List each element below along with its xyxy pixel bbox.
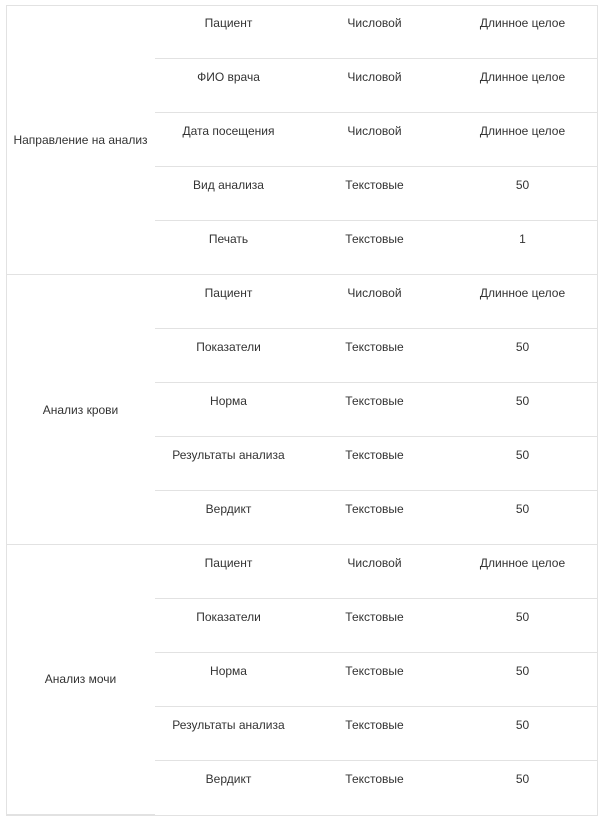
field-type-cell bbox=[302, 437, 447, 491]
field-name-cell bbox=[155, 599, 302, 653]
group-name: Анализ мочи bbox=[44, 672, 117, 687]
field-size: 50 bbox=[515, 772, 530, 786]
field-type-cell bbox=[302, 275, 447, 329]
field-name: Пациент bbox=[204, 286, 253, 300]
field-type: Текстовые bbox=[345, 772, 404, 786]
group-name: Направление на анализ bbox=[13, 132, 148, 147]
field-name: Пациент bbox=[204, 556, 253, 570]
field-name-cell bbox=[155, 113, 302, 167]
field-name: Вердикт bbox=[205, 772, 252, 786]
group-name: Анализ крови bbox=[42, 402, 119, 417]
field-size-cell bbox=[447, 275, 598, 329]
field-name-cell bbox=[155, 653, 302, 707]
field-type-cell bbox=[302, 329, 447, 383]
field-size: Длинное целое bbox=[479, 70, 566, 84]
field-size: 50 bbox=[515, 340, 530, 354]
field-name-cell bbox=[155, 437, 302, 491]
field-type: Текстовые bbox=[345, 448, 404, 462]
field-size-cell bbox=[447, 329, 598, 383]
field-type: Текстовые bbox=[345, 394, 404, 408]
field-size-cell bbox=[447, 167, 598, 221]
field-type-cell bbox=[302, 167, 447, 221]
field-size-cell bbox=[447, 383, 598, 437]
field-size-cell bbox=[447, 113, 598, 167]
table-row bbox=[6, 545, 598, 599]
field-type-cell bbox=[302, 707, 447, 761]
field-name: Пациент bbox=[204, 16, 253, 30]
field-size-cell bbox=[447, 599, 598, 653]
field-size-cell bbox=[447, 761, 598, 815]
field-name: Дата посещения bbox=[182, 124, 275, 138]
field-size: 50 bbox=[515, 718, 530, 732]
field-name: Показатели bbox=[196, 340, 261, 354]
field-name-cell bbox=[155, 545, 302, 599]
field-type: Текстовые bbox=[345, 610, 404, 624]
field-type-cell bbox=[302, 761, 447, 815]
field-size-cell bbox=[447, 5, 598, 59]
field-size-cell bbox=[447, 707, 598, 761]
field-size: Длинное целое bbox=[479, 124, 566, 138]
field-size-cell bbox=[447, 437, 598, 491]
field-size: Длинное целое bbox=[479, 16, 566, 30]
field-type-cell bbox=[302, 545, 447, 599]
field-type-cell bbox=[302, 491, 447, 545]
field-size-cell bbox=[447, 545, 598, 599]
field-name-cell bbox=[155, 761, 302, 815]
field-type-cell bbox=[302, 653, 447, 707]
field-size: Длинное целое bbox=[479, 286, 566, 300]
field-name: Вид анализа bbox=[193, 178, 264, 192]
field-size: 50 bbox=[515, 610, 530, 624]
field-type-cell bbox=[302, 599, 447, 653]
field-name: Норма bbox=[210, 664, 247, 678]
field-name-cell bbox=[155, 491, 302, 545]
group-cell bbox=[6, 5, 155, 275]
fields-table bbox=[6, 5, 598, 815]
field-size-cell bbox=[447, 59, 598, 113]
field-type: Числовой bbox=[347, 70, 402, 84]
field-type: Числовой bbox=[347, 286, 402, 300]
field-size: Длинное целое bbox=[479, 556, 566, 570]
field-name: Норма bbox=[210, 394, 247, 408]
field-type-cell bbox=[302, 113, 447, 167]
table-row bbox=[6, 275, 598, 329]
field-name-cell bbox=[155, 275, 302, 329]
field-name-cell bbox=[155, 5, 302, 59]
field-size-cell bbox=[447, 491, 598, 545]
field-type-cell bbox=[302, 221, 447, 275]
field-name: ФИО врача bbox=[197, 70, 260, 84]
group-cell bbox=[6, 275, 155, 545]
field-name-cell bbox=[155, 383, 302, 437]
field-type: Текстовые bbox=[345, 502, 404, 516]
field-type: Текстовые bbox=[345, 718, 404, 732]
field-name: Результаты анализа bbox=[172, 718, 285, 732]
field-type-cell bbox=[302, 383, 447, 437]
field-size-cell bbox=[447, 221, 598, 275]
field-type-cell bbox=[302, 5, 447, 59]
field-type-cell bbox=[302, 59, 447, 113]
field-name-cell bbox=[155, 221, 302, 275]
field-name: Вердикт bbox=[205, 502, 252, 516]
field-size: 1 bbox=[519, 232, 526, 246]
field-type: Числовой bbox=[347, 124, 402, 138]
field-name: Результаты анализа bbox=[172, 448, 285, 462]
field-size: 50 bbox=[515, 448, 530, 462]
field-name-cell bbox=[155, 59, 302, 113]
field-type: Числовой bbox=[347, 16, 402, 30]
group-cell bbox=[6, 545, 155, 815]
field-type: Числовой bbox=[347, 556, 402, 570]
field-name: Печать bbox=[208, 232, 249, 246]
field-type: Текстовые bbox=[345, 178, 404, 192]
field-name-cell bbox=[155, 167, 302, 221]
field-name: Показатели bbox=[196, 610, 261, 624]
field-size: 50 bbox=[515, 394, 530, 408]
field-size: 50 bbox=[515, 502, 530, 516]
field-type: Текстовые bbox=[345, 340, 404, 354]
field-size-cell bbox=[447, 653, 598, 707]
field-name-cell bbox=[155, 707, 302, 761]
field-type: Текстовые bbox=[345, 232, 404, 246]
field-type: Текстовые bbox=[345, 664, 404, 678]
field-size: 50 bbox=[515, 178, 530, 192]
table-row bbox=[6, 5, 598, 59]
field-size: 50 bbox=[515, 664, 530, 678]
field-name-cell bbox=[155, 329, 302, 383]
